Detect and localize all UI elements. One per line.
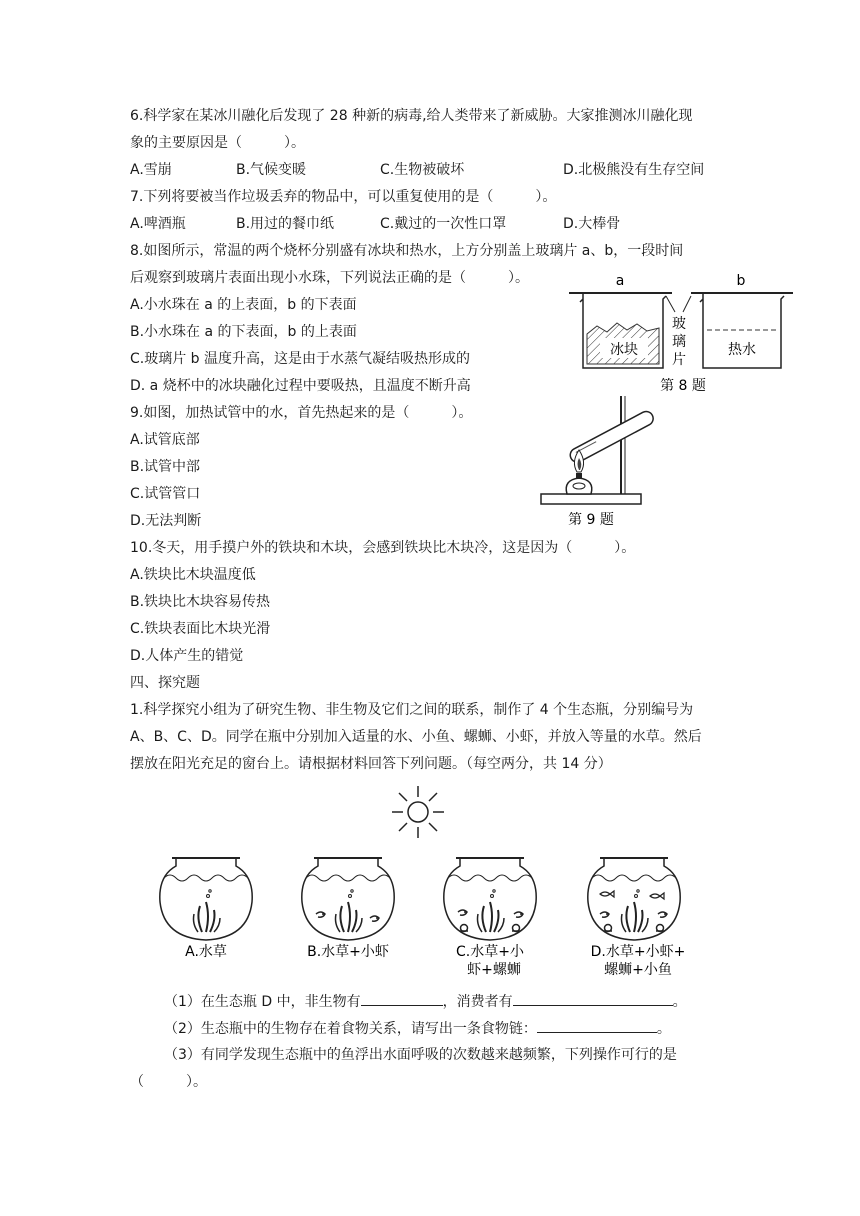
q10-option-c: C.铁块表面比木块光滑 xyxy=(130,621,271,637)
q6-stem-line2: 象的主要原因是（ ）。 xyxy=(130,135,305,151)
water-label: 热水 xyxy=(728,342,756,358)
q10-stem: 10.冬天，用手摸户外的铁块和木块，会感到铁块比木块冷，这是因为（ ）。 xyxy=(130,540,636,556)
q9-test-tube-figure xyxy=(535,390,665,530)
glass-label-b: b xyxy=(736,273,746,289)
q7-option-a: A.啤酒瓶 xyxy=(130,216,186,232)
answer-blank-consumers[interactable] xyxy=(513,991,673,1006)
q7-stem: 7.下列将要被当作垃圾丢弃的物品中，可以重复使用的是（ ）。 xyxy=(130,189,557,205)
q9-stem: 9.如图，加热试管中的水，首先热起来的是（ ）。 xyxy=(130,405,473,421)
figure-8-caption: 第 8 题 xyxy=(660,378,706,394)
q10-option-b: B.铁块比木块容易传热 xyxy=(130,594,271,610)
pointer-line-a xyxy=(666,296,675,312)
answer-blank-food-chain[interactable] xyxy=(537,1018,657,1033)
answer-blank-nonliving[interactable] xyxy=(361,991,443,1006)
q8-option-d: D. a 烧杯中的冰块融化过程中要吸热，且温度不断升高 xyxy=(130,378,471,394)
q10-option-d: D.人体产生的错觉 xyxy=(130,648,244,664)
alcohol-lamp xyxy=(566,478,592,494)
bottle-d-label-line1: D.水草+小虾+ xyxy=(590,944,686,960)
bottle-b-label: B.水草+小虾 xyxy=(307,944,389,960)
sub-question-2 xyxy=(164,1018,671,1039)
figure-9-caption: 第 9 题 xyxy=(568,512,614,528)
inquiry-intro-line3: 摆放在阳光充足的窗台上。请根据材料回答下列问题。（每空两分，共 14 分） xyxy=(130,756,612,772)
q8-beaker-figure xyxy=(565,268,805,398)
q8-option-a: A.小水珠在 a 的上表面，b 的下表面 xyxy=(130,297,357,313)
q9-option-b: B.试管中部 xyxy=(130,459,201,475)
q9-option-c: C.试管管口 xyxy=(130,486,201,502)
sub-question-3-line1: （3）有同学发现生态瓶中的鱼浮出水面呼吸的次数越来越频繁，下列操作可行的是 xyxy=(164,1047,677,1063)
inquiry-intro-line2: A、B、C、D。同学在瓶中分别加入适量的水、小鱼、螺蛳、小虾，并放入等量的水草。然后 xyxy=(130,729,702,745)
q8-option-c: C.玻璃片 b 温度升高，这是由于水蒸气凝结吸热形成的 xyxy=(130,351,471,367)
glass-label-a: a xyxy=(615,273,625,289)
q7-option-b: B.用过的餐巾纸 xyxy=(236,216,335,232)
glass-char-1: 玻 xyxy=(672,316,686,332)
eco-bottles-figure xyxy=(150,852,710,982)
bottle-b xyxy=(302,858,394,940)
q6-option-a: A.雪崩 xyxy=(130,162,172,178)
bottle-d xyxy=(588,858,680,940)
sun-icon xyxy=(390,784,446,840)
q6-option-d: D.北极熊没有生存空间 xyxy=(563,162,705,178)
bottle-a xyxy=(160,858,252,940)
sub2-text-a: （2）生态瓶中的生物存在着食物关系，请写出一条食物链： xyxy=(164,1021,537,1037)
q8-option-b: B.小水珠在 a 的下表面，b 的上表面 xyxy=(130,324,357,340)
bottle-c xyxy=(444,858,536,940)
q6-stem-line1: 6.科学家在某冰川融化后发现了 28 种新的病毒,给人类带来了新威胁。大家推测冰川融化现 xyxy=(130,108,693,124)
sub-question-3-line2: （ ）。 xyxy=(130,1074,207,1090)
section-heading: 四、探究题 xyxy=(130,675,200,691)
q6-option-c: C.生物被破坏 xyxy=(380,162,465,178)
q10-option-a: A.铁块比木块温度低 xyxy=(130,567,256,583)
sub1-text-b: ，消费者有 xyxy=(442,994,513,1010)
lamp-wick xyxy=(576,473,582,479)
pointer-line-b xyxy=(683,296,691,312)
glass-char-2: 璃 xyxy=(672,334,686,350)
q7-option-d: D.大棒骨 xyxy=(563,216,621,232)
bottle-a-label: A.水草 xyxy=(185,944,227,960)
glass-char-3: 片 xyxy=(672,352,686,368)
q6-option-b: B.气候变暖 xyxy=(236,162,307,178)
stand-base xyxy=(541,494,641,504)
bottle-c-label-line1: C.水草+小 xyxy=(456,944,524,960)
q9-option-d: D.无法判断 xyxy=(130,513,202,529)
q9-option-a: A.试管底部 xyxy=(130,432,200,448)
ice-label: 冰块 xyxy=(610,342,638,358)
q8-stem-line2: 后观察到玻璃片表面出现小水珠，下列说法正确的是（ ）。 xyxy=(130,270,529,286)
sub1-text-c: 。 xyxy=(672,994,687,1010)
q7-option-c: C.戴过的一次性口罩 xyxy=(380,216,507,232)
sub2-text-b: 。 xyxy=(656,1021,671,1037)
bottle-c-label-line2: 虾+螺蛳 xyxy=(467,962,521,978)
sub-question-1 xyxy=(164,991,687,1012)
q8-stem-line1: 8.如图所示，常温的两个烧杯分别盛有冰块和热水，上方分别盖上玻璃片 a、b，一段时间 xyxy=(130,243,684,259)
bottle-d-label-line2: 螺蛳+小鱼 xyxy=(604,962,672,978)
sub1-text-a: （1）在生态瓶 D 中，非生物有 xyxy=(164,994,361,1010)
inquiry-intro-line1: 1.科学探究小组为了研究生物、非生物及它们之间的联系，制作了 4 个生态瓶，分别编号为 xyxy=(130,702,694,718)
